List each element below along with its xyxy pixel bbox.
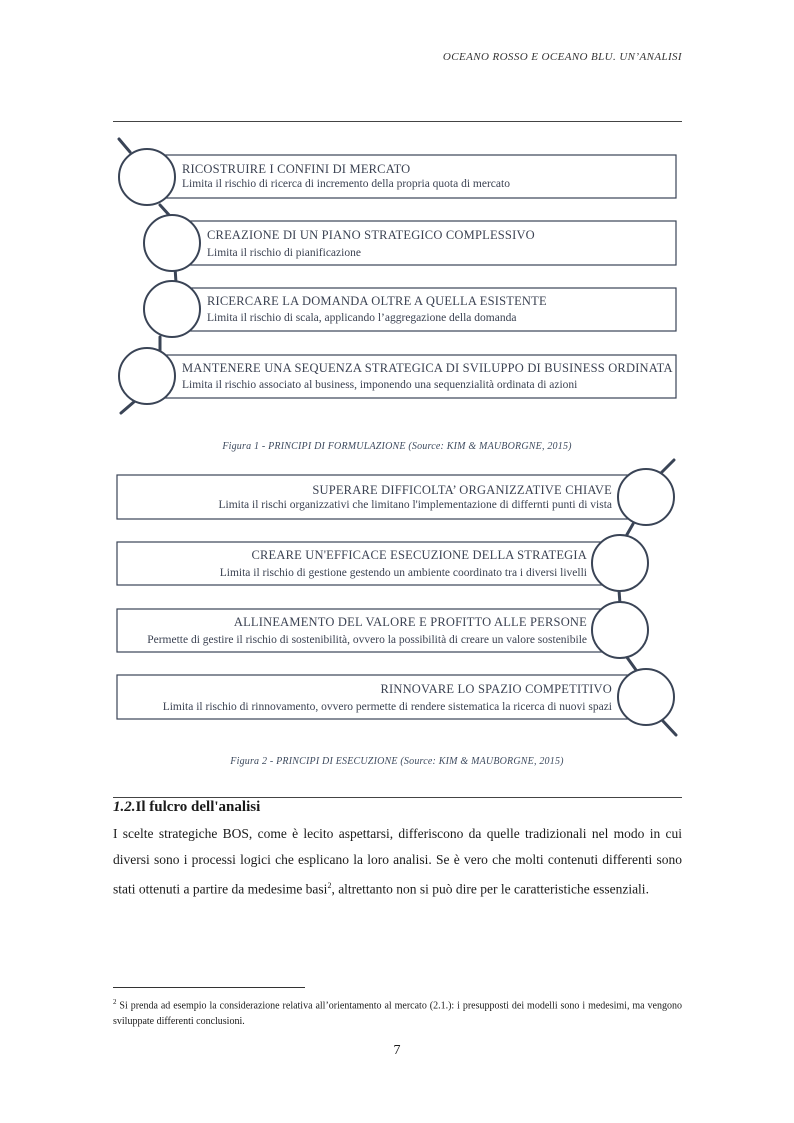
body-paragraph	[113, 821, 682, 903]
section-rule	[113, 797, 682, 798]
running-header: OCEANO ROSSO E OCEANO BLU. UN’ANALISI	[442, 51, 682, 63]
figure-2-item-title: SUPERARE DIFFICOLTA’ ORGANIZZATIVE CHIAVE	[312, 483, 612, 497]
figure-2-item-title: RINNOVARE LO SPAZIO COMPETITIVO	[380, 682, 612, 696]
figure-2-circle-4	[618, 669, 674, 725]
figure-2-circle-2	[592, 535, 648, 591]
figure-1-item-title: MANTENERE UNA SEQUENZA STRATEGICA DI SVILUPPO DI BUSINESS ORDINATA	[182, 361, 673, 375]
paragraph-text-1: I scelte strategiche BOS, come è lecito aspettarsi, differiscono da quelle tradizionali nel modo in cui diversi sono i processi logici che esplicano la loro analisi. Se è vero che molti contenuti differenti sono stati ottenuti a partire da medesime basi	[113, 826, 682, 897]
page-number: 7	[393, 1043, 401, 1058]
footnote	[113, 994, 682, 1030]
figure-1-item-title: RICOSTRUIRE I CONFINI DI MERCATO	[182, 162, 411, 176]
figure-2-caption: Figura 2 - PRINCIPI DI ESECUZIONE (Source: KIM & MAUBORGNE, 2015)	[230, 756, 564, 767]
figure-2-circle-1	[618, 469, 674, 525]
figure-1-item-desc: Limita il rischio di ricerca di incremento della propria quota di mercato	[182, 178, 510, 190]
figure-1-item-desc: Limita il rischio di pianificazione	[207, 247, 361, 259]
figure-2-item-desc: Limita il rischi organizzativi che limitano l'implementazione di differnti punti di vista	[218, 499, 612, 511]
figure-2-item-desc: Limita il rischio di gestione gestendo un ambiente coordinato tra i diversi livelli	[219, 567, 587, 579]
figure-2-item-desc: Permette di gestire il rischio di sostenibilità, ovvero la possibilità di creare un valore sostenibile	[147, 634, 587, 646]
figure-2-item-desc: Limita il rischio di rinnovamento, ovvero permette di rendere sistematica la ricerca di nuovi spazi	[162, 701, 612, 713]
figure-1-item-title: CREAZIONE DI UN PIANO STRATEGICO COMPLESSIVO	[207, 228, 535, 242]
figure-2-item-title: CREARE UN'EFFICACE ESECUZIONE DELLA STRATEGIA	[251, 548, 587, 562]
figure-1-item-desc: Limita il rischio di scala, applicando l’aggregazione della domanda	[207, 312, 517, 324]
figure-2-circle-3	[592, 602, 648, 658]
footnote-marker: 2	[113, 998, 117, 1006]
paragraph-text-2: , altrettanto non si può dire per le caratteristiche essenziali.	[331, 881, 649, 897]
figure-2-item-4	[163, 682, 612, 715]
figure-2-item-title: ALLINEAMENTO DEL VALORE E PROFITTO ALLE PERSONE	[233, 615, 587, 629]
section-heading	[113, 799, 260, 816]
figure-2-item-2	[220, 548, 587, 581]
figure-1-caption: Figura 1 - PRINCIPI DI FORMULAZIONE (Source: KIM & MAUBORGNE, 2015)	[222, 441, 572, 452]
figure-2-item-3	[147, 615, 587, 648]
figure-2-item-1	[218, 483, 612, 513]
section-number: 1.2.	[113, 799, 136, 815]
footnote-rule	[113, 987, 305, 988]
footnote-reference[interactable]: 2	[327, 881, 332, 890]
figure-1-item-desc: Limita il rischio associato al business, imponendo una sequenzialità ordinata di azioni	[182, 379, 578, 391]
section-title: Il fulcro dell'analisi	[135, 799, 261, 815]
footnote-text: Si prenda ad esempio la considerazione relativa all’orientamento al mercato (2.1.): i presupposti dei modelli sono i medesimi, ma vengono sviluppate differenti conclusioni.	[113, 1000, 682, 1028]
figure-1-item-title: RICERCARE LA DOMANDA OLTRE A QUELLA ESISTENTE	[207, 294, 547, 308]
